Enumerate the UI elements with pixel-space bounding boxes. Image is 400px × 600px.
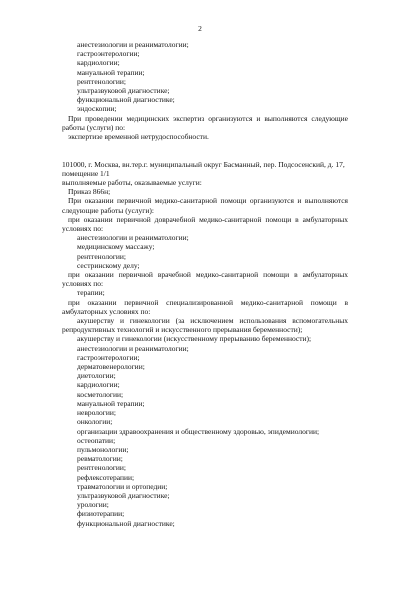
text-line: рефлексотерапии;	[77, 472, 135, 482]
text-line: терапии;	[77, 288, 105, 298]
text-line: организации здравоохранения и общественному здоровью, эпидемиологии;	[77, 426, 320, 436]
text-line: рентгенологии;	[77, 463, 127, 473]
text-line: при оказании первичной доврачебной медико-санитарной помощи в амбулаторных	[68, 214, 348, 224]
text-line: ревматологии;	[77, 454, 123, 464]
text-line: мануальной терапии;	[77, 67, 145, 77]
text-line: сестринскому делу;	[77, 260, 140, 270]
text-line: акушерству и гинекологии (искусственному прерыванию беременности);	[77, 334, 312, 344]
text-line: при оказании первичной специализированной медико-санитарной помощи в	[68, 297, 348, 307]
paragraph-gap	[62, 141, 348, 150]
text-line: работы (услуги) по:	[62, 122, 126, 132]
page-number: 2	[198, 24, 202, 33]
text-line: репродуктивных технологий и искусственного прерывания беременности);	[62, 325, 303, 335]
text-line: анестезиологии и реаниматологии;	[77, 40, 189, 49]
text-line: функциональной диагностике;	[77, 95, 175, 105]
text-line: выполняемые работы, оказываемые услуги:	[62, 178, 202, 188]
text-line: анестезиологии и реаниматологии;	[77, 233, 189, 243]
text-line: остеопатии;	[77, 435, 116, 445]
text-line: эндоскопии;	[77, 104, 117, 114]
text-line: ультразвуковой диагностике;	[77, 490, 170, 500]
text-line: При оказании первичной медико-санитарной помощи организуются и выполняются	[68, 196, 348, 206]
text-line: пульмонологии;	[77, 444, 129, 454]
text-line: диетологии;	[77, 371, 116, 381]
text-line: неврологии;	[77, 408, 116, 418]
text-line: дерматовенерологии;	[77, 362, 145, 372]
text-line: при оказании первичной врачебной медико-санитарной помощи в амбулаторных	[68, 270, 348, 280]
text-line: 101000, г. Москва, вн.тер.г. муниципальный округ Басманный, пер. Подсосенский, д. 17,	[62, 159, 345, 169]
text-line: амбулаторных условиях по:	[62, 306, 151, 316]
text-line: онкологии;	[77, 417, 113, 427]
text-line: физиотерапии;	[77, 509, 125, 519]
text-line: кардиологии;	[77, 380, 120, 390]
text-line: рентгенологии;	[77, 76, 127, 86]
text-line: гастроэнтерологии;	[77, 49, 140, 59]
text-line: условиях по:	[62, 279, 104, 289]
paragraph-gap	[62, 150, 348, 159]
text-line: экспертизе временной нетрудоспособности.	[68, 132, 209, 142]
text-line: урологии;	[77, 500, 109, 510]
text-line: ультразвуковой диагностике;	[77, 86, 170, 96]
text-line: травматологии и ортопедии;	[77, 481, 168, 491]
text-line: мануальной терапии;	[77, 398, 145, 408]
text-line: При проведении медицинских экспертиз организуются и выполняются следующие	[68, 113, 348, 123]
text-line: Приказ 866н;	[68, 187, 111, 197]
text-line: гастроэнтерологии;	[77, 352, 140, 362]
document-body	[62, 40, 348, 528]
text-line: следующие работы (услуги):	[62, 205, 154, 215]
text-line: рентгенологии;	[77, 251, 127, 261]
text-line: косметологии;	[77, 389, 124, 399]
text-line: функциональной диагностике;	[77, 518, 175, 528]
text-line: медицинскому массажу;	[77, 242, 155, 252]
text-line: условиях по:	[62, 224, 104, 234]
text-line: кардиологии;	[77, 58, 120, 68]
text-line: помещение 1/1	[62, 168, 110, 178]
text-line: анестезиологии и реаниматологии;	[77, 343, 189, 353]
text-line: акушерству и гинекологии (за исключением использования вспомогательных	[77, 316, 348, 326]
